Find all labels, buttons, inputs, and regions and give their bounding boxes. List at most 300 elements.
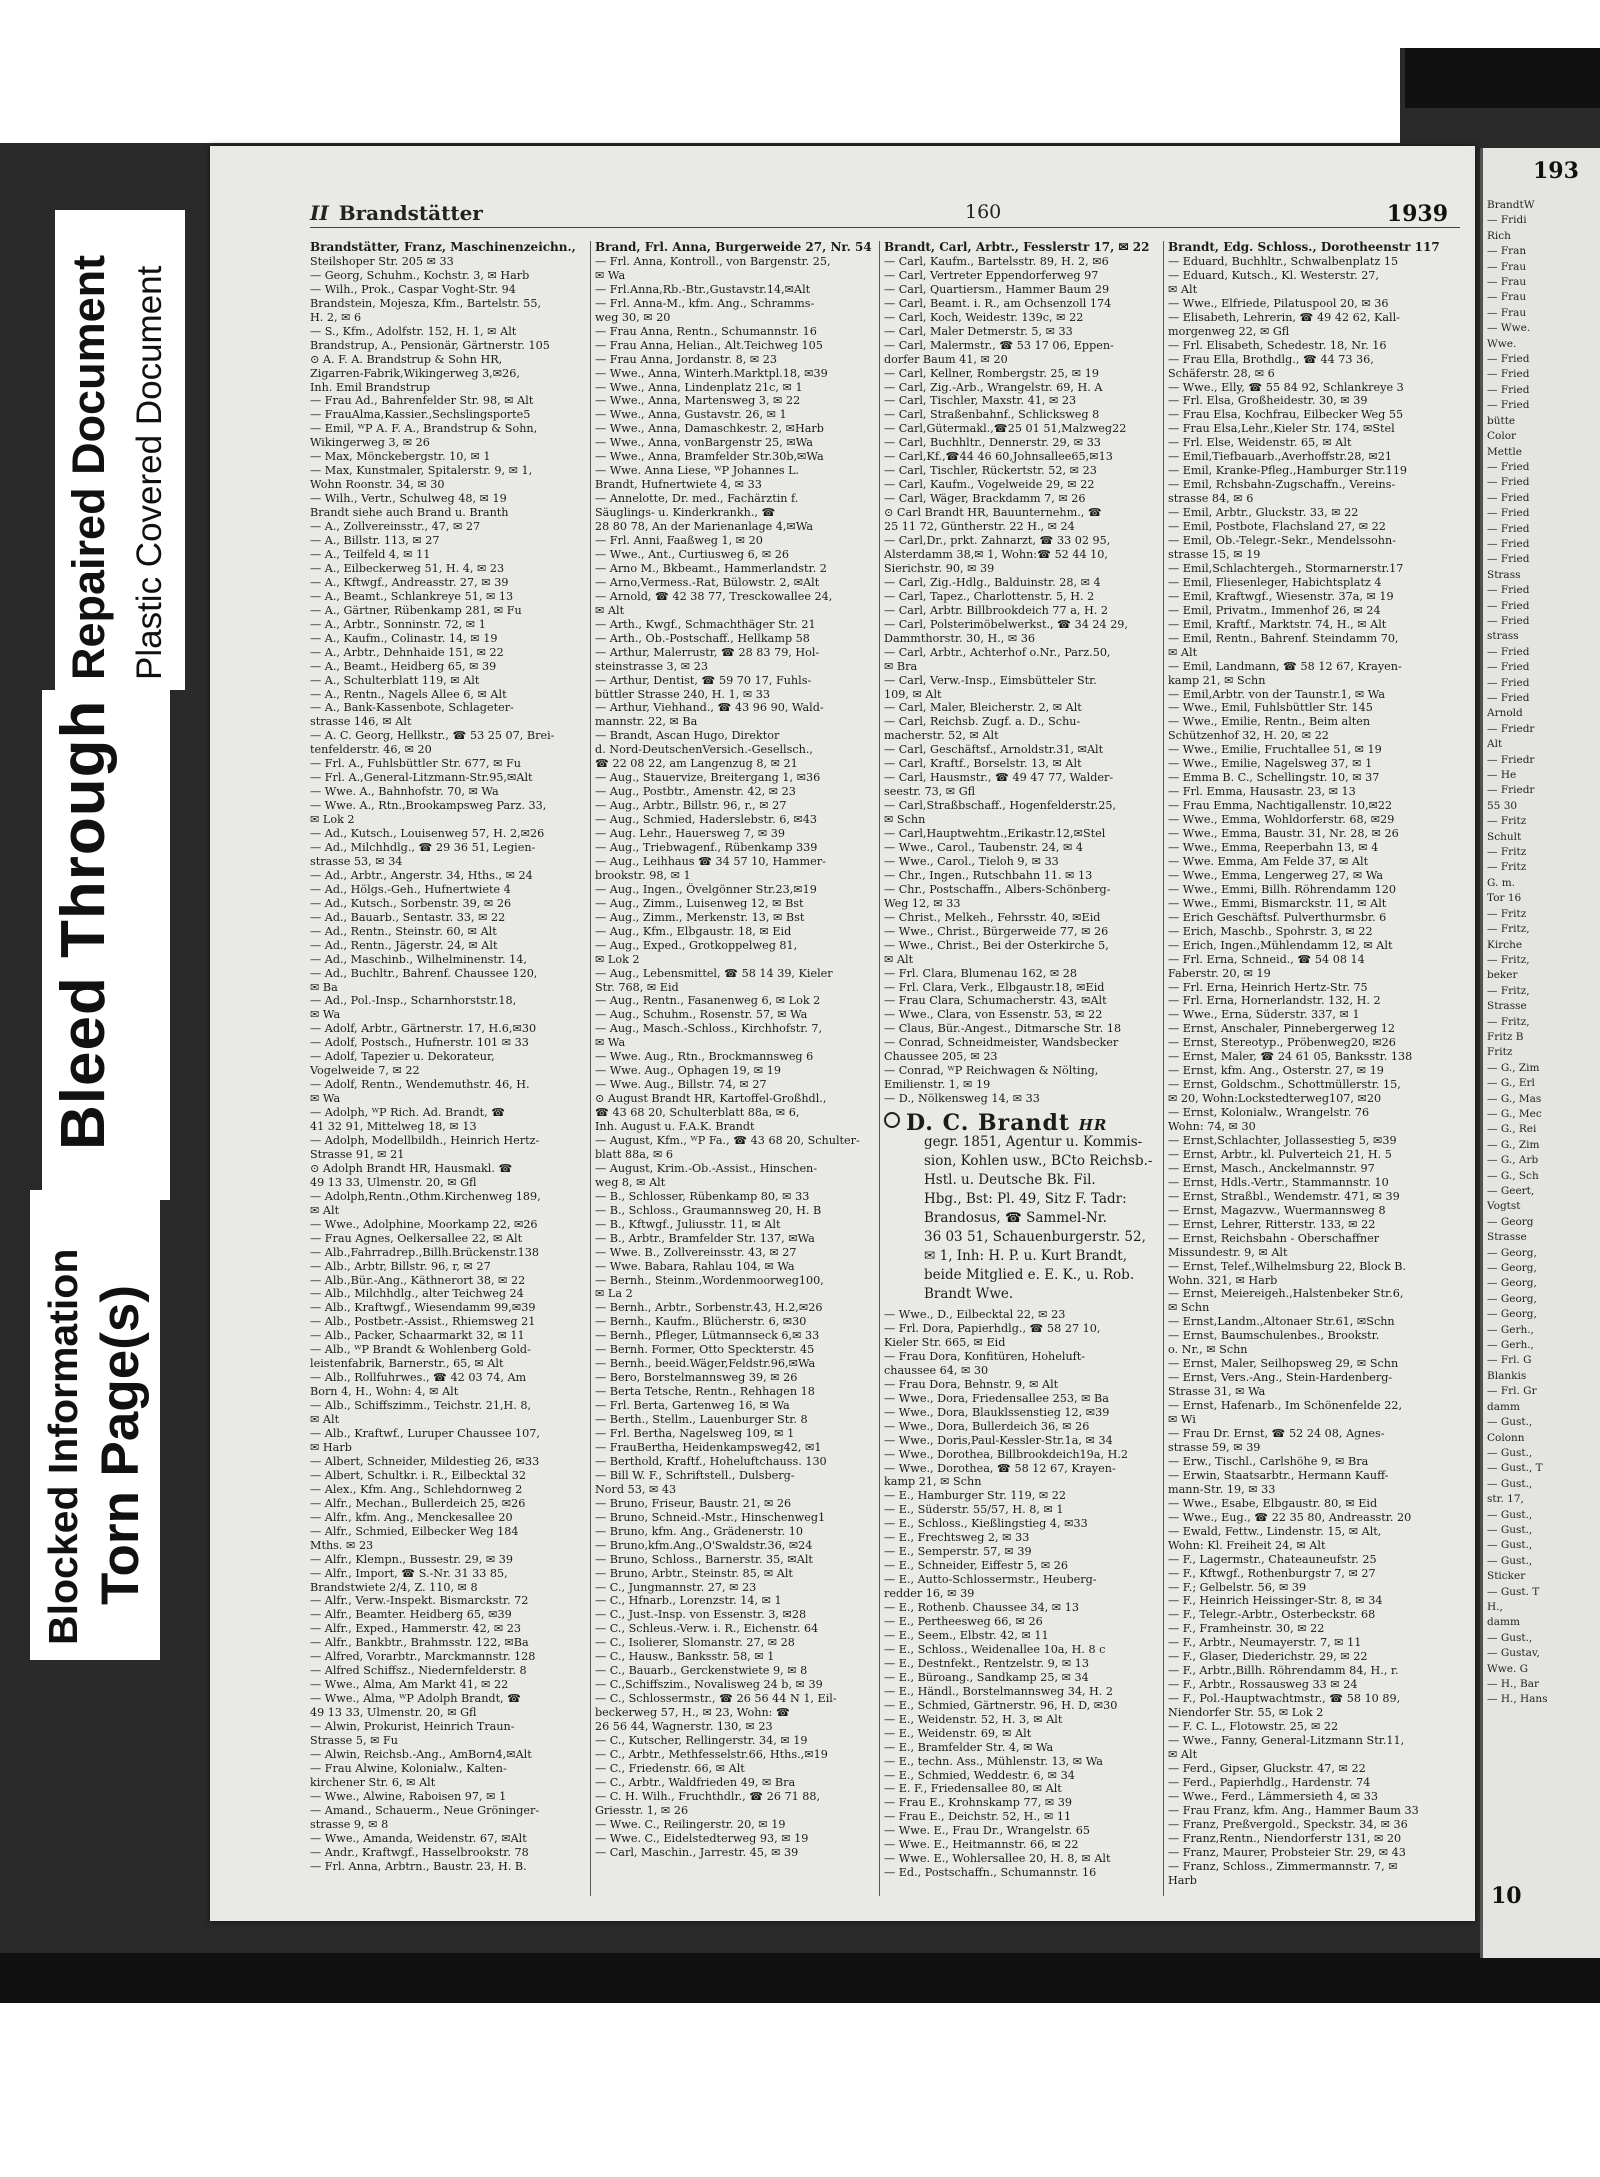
directory-entry-line: — Wwe. B., Zollvereinsstr. 43, ✉ 27 [595,1245,797,1259]
dc-brandt-line: sion, Kohlen usw., BCto Reichsb.- [924,1153,1153,1170]
directory-entry-line: seestr. 73, ✉ Gfl [884,785,976,799]
directory-entry-line: — Adolph, ᵂP Rich. Ad. Brandt, ☎ [310,1106,506,1120]
directory-entry-line: Schäferstr. 28, ✉ 6 [1168,366,1275,380]
directory-entry-line: — A., Rentn., Nagels Allee 6, ✉ Alt [310,687,507,701]
directory-entry-line: — Wwe. E., Frau Dr., Wrangelstr. 65 [884,1824,1090,1838]
dc-brandt-line: Brandt Wwe. [924,1286,1014,1303]
directory-entry-line: — FrauAlma,Kassier.,Sechslingsporte5 [310,408,531,422]
adjacent-page-line: — Fritz, [1487,984,1530,997]
adjacent-page-line: Wwe. [1487,337,1517,350]
directory-entry-line: — F., Heinrich Heissinger-Str. 8, ✉ 34 [1168,1594,1383,1608]
adjacent-page-line: Strasse [1487,1231,1527,1244]
directory-entry-line: — Ernst, Arbtr., kl. Pulverteich 21, H. 5 [1168,1147,1392,1161]
directory-entry-line: — Alfr., Bankbtr., Brahmsstr. 122, ✉Ba [310,1636,529,1650]
adjacent-page-line: — Friedr [1487,722,1535,735]
directory-entry-line: — Frl. Else, Weidenstr. 65, ✉ Alt [1168,436,1352,450]
directory-entry-line: — Bernh., Pfleger, Lütmannseck 6,✉ 33 [595,1329,820,1343]
directory-entry-line: ✉ Alt [1168,645,1198,659]
dc-brandt-line: 36 03 51, Schauenburgerstr. 52, [924,1229,1146,1246]
dc-brandt-description [884,1133,1159,1304]
directory-entry-line: Born 4, H., Wohn: 4, ✉ Alt [310,1385,459,1399]
directory-entry-line: — C.,Schiffszim., Novalisweg 24 b, ✉ 39 [595,1678,823,1692]
directory-entry-line: — Bruno,kfm.Ang.,O'Swaldstr.36, ✉24 [595,1538,813,1552]
adjacent-page-line: — Fried [1487,368,1530,381]
directory-entry-line: — Frl. Anna, Arbtrn., Baustr. 23, H. B. [310,1859,527,1873]
directory-entry-line: — Ad., Buchltr., Bahrenf. Chaussee 120, [310,966,538,980]
adjacent-page-line: — H., Hans [1487,1693,1548,1706]
repaired-document-label: Repaired Document [63,254,114,680]
directory-entry-line: — Brandt, Ascan Hugo, Direktor [595,729,780,743]
adjacent-page-line: — Fried [1487,692,1530,704]
adjacent-page-line: Rich [1487,229,1511,242]
directory-entry-line: H. 2, ✉ 6 [310,310,362,324]
directory-entry-line: — Georg, Schuhm., Kochstr. 3, ✉ Harb [310,268,530,282]
directory-entry-line: — Bruno, kfm. Ang., Grädenerstr. 10 [595,1524,803,1538]
directory-entry-line: — Wwe. Anna Liese, ᵂP Johannes L. [595,464,800,478]
directory-entry-line: — Alb., Schiffszimm., Teichstr. 21,H. 8, [310,1399,532,1413]
adjacent-page-line: — Georg, [1487,1292,1537,1305]
directory-entry-line: — F., Telegr.-Arbtr., Osterbeckstr. 68 [1168,1608,1376,1622]
directory-entry-line: chaussee 64, ✉ 30 [884,1363,989,1377]
directory-entry-line: — Aug., Exped., Grotkoppelweg 81, [595,938,798,952]
directory-entry-line: — Alb., Arbtr, Billstr. 96, r, ✉ 27 [310,1259,491,1273]
directory-entry-line: — Frau Franz, kfm. Ang., Hammer Baum 33 [1168,1803,1419,1817]
directory-entry-line: — Carl, Kaufm., Bartelsstr. 89, H. 2, ✉6 [884,254,1109,268]
directory-entry-line: — Bill W. F., Schriftstell., Dulsberg- [595,1468,795,1482]
directory-entry-line: tenfelderstr. 46, ✉ 20 [310,743,432,757]
adjacent-page-line: — Fried [1487,584,1530,597]
adjacent-page-line: — Frau [1487,260,1527,273]
directory-entry-line: — E., Autto-Schlossermstr., Heuberg- [884,1573,1097,1587]
directory-entry-line: strasse 84, ✉ 6 [1168,492,1254,506]
directory-entry-line: — Carl, Beamt. i. R., am Ochsenzoll 174 [884,296,1112,310]
directory-entry-line: — Bernh. Former, Otto Speckterstr. 45 [595,1343,815,1357]
directory-entry-line: — Wwe., Anna, Martensweg 3, ✉ 22 [595,394,801,408]
directory-entry-line: — A. C. Georg, Hellkstr., ☎ 53 25 07, Brei- [310,729,555,743]
adjacent-page-line: BrandtW [1487,199,1535,211]
directory-entry-line: — Bruno, Schloss., Barnerstr. 35, ✉Alt [595,1552,813,1566]
directory-entry-line: morgenweg 22, ✉ Gfl [1168,324,1290,338]
directory-entry-line: — Wwe., Emilie, Fruchtallee 51, ✉ 19 [1168,743,1382,757]
directory-entry-line: Strasse 91, ✉ 21 [310,1147,405,1161]
directory-entry-line: — Frau E., Deichstr. 52, H., ✉ 11 [884,1810,1072,1824]
dc-brandt-title: D. C. Brandt HR [884,1112,1159,1133]
directory-entry-line: — Carl, Zig.-Hdlg., Balduinstr. 28, ✉ 4 [884,575,1101,589]
directory-entry-line: — Wwe., Erna, Süderstr. 337, ✉ 1 [1168,1008,1360,1022]
directory-entry-line: strasse 59, ✉ 39 [1168,1440,1261,1454]
directory-entry-line: Dammthorstr. 30, H., ✉ 36 [884,631,1036,645]
adjacent-page-line: — Fritz [1487,815,1527,828]
adjacent-page-line: — H., Bar [1487,1678,1540,1690]
directory-entry-line: — Frl. Anni, Faaßweg 1, ✉ 20 [595,534,763,548]
directory-entry-line: — Arthur, Dentist, ☎ 59 70 17, Fuhls- [595,673,812,687]
directory-entry-line: — Alex., Kfm. Ang., Schlehdornweg 2 [310,1482,523,1496]
adjacent-page-line: — Gustav, [1487,1647,1540,1660]
directory-entry-line: — Wwe., Emil, Fuhlsbüttler Str. 145 [1168,701,1373,715]
directory-entry-line: — Frl. Bertha, Nagelsweg 109, ✉ 1 [595,1427,795,1441]
directory-entry-line: — Wwe., Emmi, Billh. Röhrendamm 120 [1168,882,1396,896]
directory-entry-line: — Ernst, Goldschm., Schottmüllerstr. 15, [1168,1078,1401,1092]
directory-entry-line: — E., Pertheesweg 66, ✉ 26 [884,1615,1043,1629]
directory-entry-line: — A., Gärtner, Rübenkamp 281, ✉ Fu [310,603,522,617]
directory-entry-line: — Conrad, Schneidmeister, Wandsbecker [884,1036,1119,1050]
adjacent-page-line: Fritz B [1487,1030,1524,1043]
directory-entry-line: — E., Hamburger Str. 119, ✉ 22 [884,1489,1067,1503]
page-year: 1939 [1386,201,1448,227]
directory-entry-line: — Emil, Ob.-Telegr.-Sekr., Mendelssohn- [1168,534,1396,548]
directory-entry-line: ☎ 43 68 20, Schulterblatt 88a, ✉ 6, [595,1106,800,1120]
adjacent-page-line: Color [1487,430,1517,443]
directory-entry-line: Brand, Frl. Anna, Burgerweide 27, Nr. 54 [595,241,872,254]
adjacent-page-line: — Friedr [1487,753,1535,766]
adjacent-page-line: — G., Sch [1487,1169,1539,1182]
directory-entry-line: — A., Zollvereinsstr., 47, ✉ 27 [310,520,481,534]
directory-entry-line: ✉ Harb [310,1440,352,1454]
directory-entry-line: — C., Schleus.-Verw. i. R., Eichenstr. 64 [595,1622,819,1636]
directory-entry-line: — Alfr., Verw.-Inspekt. Bismarckstr. 72 [310,1594,529,1608]
directory-entry-line: — Ernst, Baumschulenbes., Brookstr. [1168,1329,1380,1343]
directory-entry-line: 109, ✉ Alt [884,687,942,701]
directory-entry-line: ✉ Alt [884,952,914,966]
directory-entry-line: Kieler Str. 665, ✉ Eid [884,1335,1006,1349]
plastic-covered-label: Plastic Covered Document [130,265,169,680]
column-3-continued [884,1308,1159,1880]
directory-entry-line: — Ad., Bauarb., Sentastr. 33, ✉ 22 [310,910,506,924]
directory-entry-line: Nord 53, ✉ 43 [595,1482,677,1496]
directory-entry-line: — Arno,Vermess.-Rat, Bülowstr. 2, ✉Alt [595,575,820,589]
adjacent-page-line: — Frau [1487,306,1527,319]
directory-entry-line: — Bernh., Kaufm., Blücherstr. 6, ✉30 [595,1315,807,1329]
directory-entry-line: Niendorfer Str. 55, ✉ Lok 2 [1168,1706,1324,1720]
directory-entry-line: — C., Arbtr., Waldfrieden 49, ✉ Bra [595,1775,796,1789]
directory-entry-line: ⊙ August Brandt HR, Kartoffel-Großhdl., [595,1092,827,1106]
directory-entry-line: — Frau Dr. Ernst, ☎ 52 24 08, Agnes- [1168,1427,1385,1441]
directory-entry-line: — Frl. Erna, Heinrich Hertz-Str. 75 [1168,980,1368,994]
directory-entry-line: — Emil,Schlachtergeh., Stormarnerstr.17 [1168,561,1404,575]
directory-entry-line: — Alb., Kraftwgf., Wiesendamm 99,✉39 [310,1301,536,1315]
directory-entry-line: — Carl, Maler, Bleicherstr. 2, ✉ Alt [884,701,1082,715]
directory-entry-line: 41 32 91, Mittelweg 18, ✉ 13 [310,1120,477,1134]
directory-entry-line: — Wwe., Emma, Lengerweg 27, ✉ Wa [1168,868,1384,882]
directory-entry-line: — Aug., Schuhm., Rosenstr. 57, ✉ Wa [595,1008,808,1022]
directory-entry-line: — Franz, Preßvergold., Speckstr. 34, ✉ 36 [1168,1817,1408,1831]
directory-entry-line: — Erich, Maschb., Spohrstr. 3, ✉ 22 [1168,924,1373,938]
directory-entry-line: — Albert, Schultkr. i. R., Eilbecktal 32 [310,1468,527,1482]
directory-entry-line: Zigarren-Fabrik,Wikingerweg 3,✉26, [310,366,520,380]
adjacent-page-foot: 10 [1491,1883,1522,1909]
directory-entry-line: — Frau E., Krohnskamp 77, ✉ 39 [884,1796,1073,1810]
directory-entry-line: — Alwin, Reichsb.-Ang., AmBorn4,✉Alt [310,1747,532,1761]
adjacent-page-line: — Fried [1487,491,1530,504]
directory-entry-line: — C. H. Wilh., Fruchthdlr., ☎ 26 71 88, [595,1789,821,1803]
directory-entry-line: ✉ Ba [310,980,338,994]
directory-entry-line: — Ernst, Stereotyp., Pröbenweg20, ✉26 [1168,1036,1396,1050]
directory-entry-line: — F., Arbtr.,Billh. Röhrendamm 84, H., r. [1168,1664,1399,1678]
directory-entry-line: ✉ Alt [1168,282,1198,296]
adjacent-page-line: — Frl. Gr [1487,1385,1537,1398]
directory-entry-line: Weg 12, ✉ 33 [884,896,961,910]
directory-entry-line: — Aug., Postbtr., Amenstr. 42, ✉ 23 [595,785,796,799]
adjacent-page-line: — G., Arb [1487,1154,1539,1167]
directory-entry-line: — Frau Emma, Nachtigallenstr. 10,✉22 [1168,799,1393,813]
directory-entry-line: — Amand., Schauerm., Neue Gröninger- [310,1803,540,1817]
adjacent-page-line: 55 30 [1487,799,1518,812]
directory-entry-line: Inh. Emil Brandstrup [310,380,430,394]
directory-entry-line: — Aug., Zimm., Luisenweg 12, ✉ Bst [595,896,804,910]
adjacent-page-line: strass [1487,630,1519,643]
directory-entry-line: — A., Beamt., Schlankreye 51, ✉ 13 [310,589,514,603]
adjacent-page-line: — Fran [1487,245,1527,258]
directory-entry-line: — Wwe., D., Eilbecktal 22, ✉ 23 [884,1308,1066,1322]
directory-entry-line: — C., Bauarb., Gerckenstwiete 9, ✉ 8 [595,1664,808,1678]
directory-entry-line: — Ad., Kutsch., Louisenweg 57, H. 2,✉26 [310,827,545,841]
directory-entry-line: — A., Beamt., Heidberg 65, ✉ 39 [310,659,497,673]
directory-entry-line: — Berthold, Kraftf., Hoheluftchauss. 130 [595,1454,827,1468]
adjacent-page-line: — Fried [1487,645,1530,658]
dc-brandt-line: beide Mitglied e. E. K., u. Rob. [924,1267,1135,1284]
directory-entry-line: — Frau Anna, Jordanstr. 8, ✉ 23 [595,352,778,366]
directory-entry-line: — E., Schloss., Weidenallee 10a, H. 8 c [884,1642,1106,1656]
directory-entry-line: — B., Arbtr., Bramfelder Str. 137, ✉Wa [595,1231,815,1245]
directory-entry-line: — Arnold, ☎ 42 38 77, Tresckowallee 24, [595,589,833,603]
directory-entry-line: — Ad., Maschinb., Wilhelminenstr. 14, [310,952,527,966]
directory-entry-line: — Carl,Kf.,☎44 46 60,Johnsallee65,✉13 [884,450,1113,464]
adjacent-page-line: — Geert, [1487,1185,1535,1197]
adjacent-page-line: — Gust., T [1487,1462,1543,1475]
adjacent-page-line: — G., Zim [1487,1138,1540,1151]
directory-entry-line: Sierichstr. 90, ✉ 39 [884,561,995,575]
directory-entry-line: — Ernst,Landm.,Altonaer Str.61, ✉Schn [1168,1315,1395,1329]
adjacent-page-line: — Georg, [1487,1246,1537,1259]
adjacent-page-line: Schult [1487,830,1522,843]
directory-entry-line: — Chr., Ingen., Rutschbahn 11. ✉ 13 [884,868,1093,882]
directory-entry-line: — B., Kftwgf., Juliusstr. 11, ✉ Alt [595,1217,781,1231]
directory-entry-line: — Aug., Stauervize, Breitergang 1, ✉36 [595,771,821,785]
adjacent-page-line: — Fritz [1487,846,1527,859]
directory-entry-line: — Alfr., Klempn., Bussestr. 29, ✉ 39 [310,1552,514,1566]
directory-entry-line: — Wwe. E., Wohlersallee 20, H. 8, ✉ Alt [884,1852,1111,1866]
directory-entry-line: Mths. ✉ 23 [310,1538,374,1552]
directory-entry-line: — E., Frechtsweg 2, ✉ 33 [884,1531,1030,1545]
directory-entry-line: — Alfred, Vorarbtr., Marckmannstr. 128 [310,1650,536,1664]
directory-entry-line: strasse 15, ✉ 19 [1168,547,1261,561]
directory-entry-line: — A., Arbtr., Sonninstr. 72, ✉ 1 [310,617,486,631]
directory-entry-line: — Ferd., Papierhdlg., Hardenstr. 74 [1168,1775,1371,1789]
directory-entry-line: — Carl,Gütermakl.,☎25 01 51,Malzweg22 [884,422,1127,436]
directory-entry-line: — Alfr., Beamter. Heidberg 65, ✉39 [310,1608,512,1622]
directory-entry-line: — Frau Alwine, Kolonialw., Kalten- [310,1761,507,1775]
directory-entry-line: — Bruno, Friseur, Baustr. 21, ✉ 26 [595,1496,792,1510]
directory-entry-line: — E., Süderstr. 55/57, H. 8, ✉ 1 [884,1503,1064,1517]
directory-entry-line: — E. F., Friedensallee 80, ✉ Alt [884,1782,1062,1796]
directory-entry-line: — Alb., Postbetr.-Assist., Rhiemsweg 21 [310,1315,536,1329]
directory-entry-line: Brandstwiete 2/4, Z. 110, ✉ 8 [310,1580,478,1594]
directory-entry-line: — Carl, Kaufm., Vogelweide 29, ✉ 22 [884,478,1095,492]
directory-entry-line: — Wwe. C., Eidelstedterweg 93, ✉ 19 [595,1831,809,1845]
adjacent-page-line: — Fritz [1487,861,1527,874]
directory-entry-line: — Frl. Erna, Hornerlandstr. 132, H. 2 [1168,994,1381,1008]
adjacent-page-line: — Georg, [1487,1262,1537,1275]
directory-entry-line: — Emil, Fliesenleger, Habichtsplatz 4 [1168,575,1382,589]
directory-entry-line: — Frl. A., Fuhlsbüttler Str. 677, ✉ Fu [310,757,521,771]
directory-entry-line: Säuglings- u. Kinderkrankh., ☎ [595,506,776,520]
adjacent-page-line: — Fried [1487,676,1530,689]
directory-entry-line: — E., Rothenb. Chaussee 34, ✉ 13 [884,1601,1079,1615]
directory-entry-line: Steilshoper Str. 205 ✉ 33 [310,254,454,268]
directory-entry-line: — F., Lagermstr., Chateauneufstr. 25 [1168,1552,1377,1566]
directory-entry-line: — E., Destnfekt., Rentzelstr. 9, ✉ 13 [884,1656,1090,1670]
directory-entry-line: — Aug., Zimm., Merkenstr. 13, ✉ Bst [595,910,805,924]
directory-entry-line: — Ernst, Meiereigeh.,Halstenbeker Str.6, [1168,1287,1404,1301]
dc-brandt-line: ✉ 1, Inh: H. P. u. Kurt Brandt, [924,1248,1128,1265]
directory-entry-line: — Elisabeth, Lehrerin, ☎ 49 42 62, Kall- [1168,310,1400,324]
directory-column-1 [310,241,585,1896]
directory-entry-line: — E., Seem., Elbstr. 42, ✉ 11 [884,1628,1049,1642]
directory-entry-line: — Aug., Leihhaus ☎ 34 57 10, Hammer- [595,854,826,868]
adjacent-page-line: — G., Mas [1487,1092,1542,1105]
directory-entry-line: ✉ Schn [1168,1301,1210,1315]
directory-entry-line: Brandstätter, Franz, Maschinenzeichn., [310,241,576,254]
scan-background [0,48,1600,2003]
adjacent-page-line: Colonn [1487,1431,1525,1444]
directory-entry-line: — A., Eilbeckerweg 51, H. 4, ✉ 23 [310,561,505,575]
directory-entry-line: — E., techn. Ass., Mühlenstr. 13, ✉ Wa [884,1754,1103,1768]
adjacent-page-line: — Fried [1487,537,1530,550]
directory-entry-line: 26 56 44, Wagnerstr. 130, ✉ 23 [595,1720,773,1734]
directory-entry-line: — Frl. Erna, Schneid., ☎ 54 08 14 [1168,952,1365,966]
directory-entry-line: mannstr. 22, ✉ Ba [595,715,698,729]
directory-entry-line: — B., Schlosser, Rübenkamp 80, ✉ 33 [595,1189,810,1203]
directory-entry-line: — F., Framheinstr. 30, ✉ 22 [1168,1622,1325,1636]
directory-entry-line: — Berta Tetsche, Rentn., Rehhagen 18 [595,1385,815,1399]
dc-brandt-advert [884,1106,1159,1308]
directory-entry-line: — Frau Elsa, Kochfrau, Eilbecker Weg 55 [1168,408,1404,422]
directory-entry-line: — Wwe. A., Bahnhofstr. 70, ✉ Wa [310,785,499,799]
adjacent-page-line: — Fried [1487,599,1530,612]
directory-entry-line: — Frau Elsa,Lehr.,Kieler Str. 174, ✉Stel [1168,422,1395,436]
adjacent-page-header: 193 [1533,158,1579,184]
adjacent-page-line: Vogtst [1487,1200,1521,1213]
directory-entry-line: — Bruno, Schneid.-Mstr., Hinschenweg1 [595,1510,826,1524]
directory-entry-line: — Wwe., Dorothea, ☎ 58 12 67, Krayen- [884,1461,1116,1475]
adjacent-page-line: — Fried [1487,476,1530,489]
directory-entry-line: — C., Just.-Insp. von Essenstr. 3, ✉28 [595,1608,807,1622]
directory-entry-line: — Emil, Arbtr., Gluckstr. 33, ✉ 22 [1168,506,1359,520]
directory-entry-line: ✉ Schn [884,813,926,827]
directory-entry-line: Emilienstr. 1, ✉ 19 [884,1078,991,1092]
directory-entry-line: Harb [1168,1873,1197,1887]
scan-dark-bottom [0,1953,1600,2003]
directory-entry-line: — Andr., Kraftwgf., Hasselbrookstr. 78 [310,1845,529,1859]
adjacent-page-line: — Wwe. [1487,322,1531,335]
directory-entry-line: — Aug. Lehr., Hauersweg 7, ✉ 39 [595,827,785,841]
directory-entry-line: — F., Pol.-Hauptwachtmstr., ☎ 58 10 89, [1168,1692,1401,1706]
directory-entry-line: — Wwe. Emma, Am Felde 37, ✉ Alt [1168,854,1369,868]
directory-entry-line: — Ad., Rentn., Jägerstr. 24, ✉ Alt [310,938,498,952]
directory-entry-line: — Wwe., Alwine, Raboisen 97, ✉ 1 [310,1789,507,1803]
adjacent-page-line: — Fried [1487,522,1530,535]
directory-entry-line: — Wwe., Adolphine, Moorkamp 22, ✉26 [310,1217,538,1231]
directory-entry-line: blatt 88a, ✉ 6 [595,1147,674,1161]
directory-entry-line: — Emil,Tiefbauarb.,Averhoffstr.28, ✉21 [1168,450,1393,464]
directory-entry-line: — C., Hfnarb., Lorenzstr. 14, ✉ 1 [595,1594,782,1608]
directory-entry-line: — Christ., Melkeh., Fehrsstr. 40, ✉Eid [884,910,1101,924]
directory-entry-line: — Eduard, Buchhltr., Schwalbenplatz 15 [1168,254,1399,268]
directory-entry-line: — Alb., Rollfuhrwes., ☎ 42 03 74, Am [310,1371,527,1385]
page-header-title [310,201,483,225]
directory-entry-line: Brandstein, Mojesza, Kfm., Bartelstr. 55, [310,296,542,310]
directory-entry-line: — Wwe., Esabe, Elbgaustr. 80, ✉ Eid [1168,1496,1378,1510]
directory-entry-line: — August, Kfm., ᵂP Fa., ☎ 43 68 20, Schulter- [595,1134,860,1147]
adjacent-page-line: — Fried [1487,399,1530,412]
directory-entry-line: — Frau Dora, Behnstr. 9, ✉ Alt [884,1377,1059,1391]
directory-entry-line: — Frau Ad., Bahrenfelder Str. 98, ✉ Alt [310,394,534,408]
directory-entry-line: — C., Kutscher, Rellingerstr. 34, ✉ 19 [595,1733,808,1747]
directory-entry-line: — Wwe. Babara, Rahlau 104, ✉ Wa [595,1259,795,1273]
directory-entry-line: — Frl. Anna, Kontroll., von Bargenstr. 25, [595,254,831,268]
adjacent-page-lines [1487,198,1600,1708]
directory-entry-line: — Frl. Emma, Hausastr. 23, ✉ 13 [1168,785,1356,799]
directory-entry-line: — Emil, Kraftf., Marktstr. 74, H., ✉ Alt [1168,617,1387,631]
directory-entry-line: — Aug., Rentn., Fasanenweg 6, ✉ Lok 2 [595,994,821,1008]
directory-entry-line: — Wwe., Emilie, Rentn., Beim alten [1168,715,1371,729]
directory-entry-line: — Frau Clara, Schumacherstr. 43, ✉Alt [884,994,1107,1008]
directory-entry-line: — A., Kftwgf., Andreasstr. 27, ✉ 39 [310,575,509,589]
directory-entry-line: — Ad., Kutsch., Sorbenstr. 39, ✉ 26 [310,896,512,910]
directory-entry-line: 25 11 72, Güntherstr. 22 H., ✉ 24 [884,520,1075,534]
directory-entry-line: — Eduard, Kutsch., Kl. Westerstr. 27, [1168,268,1379,282]
directory-entry-line: ⊙ Adolph Brandt HR, Hausmakl. ☎ [310,1161,513,1175]
directory-entry-line: — F., Kftwgf., Rothenburgstr 7, ✉ 27 [1168,1566,1376,1580]
directory-entry-line: — Wwe., Emma, Wohldorferstr. 68, ✉29 [1168,813,1395,827]
directory-entry-line: — Carl, Verw.-Insp., Eimsbütteler Str. [884,673,1097,687]
directory-entry-line: — Frl. Anna-M., kfm. Ang., Schramms- [595,296,815,310]
directory-entry-line: — Bero, Borstelmannsweg 39, ✉ 26 [595,1371,798,1385]
adjacent-page-line: — G., Zim [1487,1061,1540,1074]
directory-entry-line: — Alwin, Prokurist, Heinrich Traun- [310,1720,515,1734]
directory-entry-line: ✉ Alt [310,1203,340,1217]
directory-entry-line: — Adolf, Rentn., Wendemuthstr. 46, H. [310,1078,530,1092]
adjacent-page-line: — Georg, [1487,1308,1537,1321]
scan-margin-top [0,48,1400,143]
directory-entry-line: Brandstrup, A., Pensionär, Gärtnerstr. 105 [310,338,550,352]
directory-entry-line: Wohn Roonstr. 34, ✉ 30 [310,478,445,492]
directory-entry-line: — A., Bank-Kassenbote, Schlageter- [310,701,514,715]
directory-entry-line: — E., Händl., Borstelmannsweg 34, H. 2 [884,1684,1114,1698]
directory-entry-line: — F. C. L., Flotowstr. 25, ✉ 22 [1168,1720,1339,1734]
directory-entry-line: — F., Arbtr., Rossausweg 33 ✉ 24 [1168,1678,1358,1692]
directory-entry-line: — E., Schneider, Eiffestr 5, ✉ 26 [884,1559,1068,1573]
adjacent-page-line: — Georg, [1487,1277,1537,1290]
directory-entry-line: — Ernst,Schlachter, Jollassestieg 5, ✉39 [1168,1134,1397,1147]
directory-entry-line: — Frl.Anna,Rb.-Btr.,Gustavstr.14,✉Alt [595,282,811,296]
directory-entry-line: — Emil, Landmann, ☎ 58 12 67, Krayen- [1168,659,1402,673]
directory-entry-line: — A., Teilfeld 4, ✉ 11 [310,547,431,561]
directory-entry-line: strasse 53, ✉ 34 [310,854,403,868]
directory-entry-line: — E., Weidenstr. 52, H. 3, ✉ Alt [884,1712,1063,1726]
directory-entry-line: — Wwe., Anna, vonBargenstr 25, ✉Wa [595,436,813,450]
directory-entry-line: — Alfred Schiffsz., Niedernfelderstr. 8 [310,1664,527,1678]
directory-entry-line: — Wwe., Dorothea, Billbrookdeich19a, H.2 [884,1447,1128,1461]
directory-entry-line: — Adolf, Arbtr., Gärtnerstr. 17, H.6,✉30 [310,1022,537,1036]
directory-entry-line: — Wwe., Emilie, Nagelsweg 37, ✉ 1 [1168,757,1373,771]
directory-entry-line: — Ernst, Straßbl., Wendemstr. 471, ✉ 39 [1168,1189,1400,1203]
directory-entry-line: — Ernst, Telef.,Wilhelmsburg 22, Block B. [1168,1259,1406,1273]
directory-entry-line: — FrauBertha, Heidenkampsweg42, ✉1 [595,1440,822,1454]
directory-entry-line: — Adolph,Rentn.,Othm.Kirchenweg 189, [310,1189,541,1203]
directory-entry-line: — Frl. Clara, Verk., Elbgaustr.18, ✉Eid [884,980,1105,994]
directory-entry-line: ✉ Wa [595,268,626,282]
